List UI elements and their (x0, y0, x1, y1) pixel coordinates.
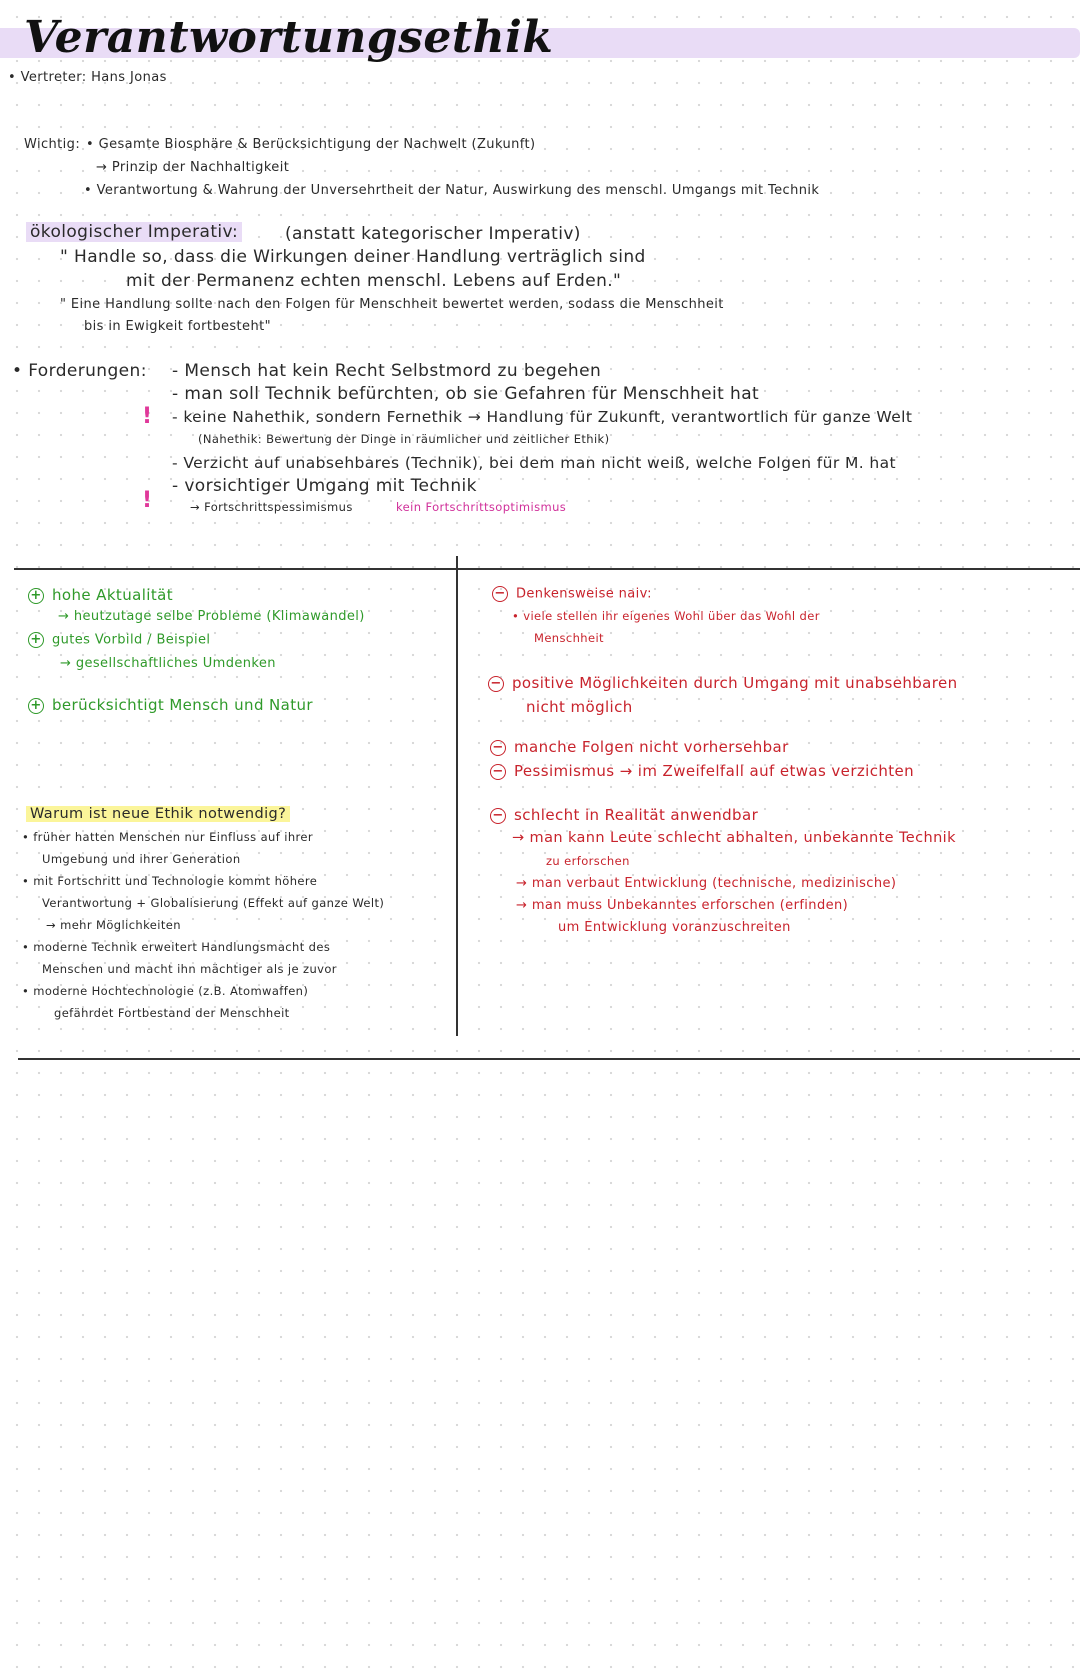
pro-item: + berücksichtigt Mensch und Natur (28, 696, 313, 714)
warum-line: → mehr Möglichkeiten (46, 918, 181, 932)
warum-line: • moderne Hochtechnologie (z.B. Atomwaffen) (22, 984, 309, 998)
exclamation-icon: ! (142, 404, 153, 429)
contra-item: − Pessimismus → im Zweifelfall auf etwas verzichten (490, 762, 914, 780)
contra-line: → man kann Leute schlecht abhalten, unbekannte Technik (512, 830, 956, 846)
forderung-item: - vorsichtiger Umgang mit Technik (172, 476, 477, 496)
forderung-item: → Fortschrittspessimismus (190, 500, 353, 514)
minus-icon: − (492, 586, 508, 602)
pro-item-sub: → gesellschaftliches Umdenken (60, 656, 276, 671)
warum-line: Umgebung und ihrer Generation (42, 852, 241, 866)
minus-icon: − (490, 808, 506, 824)
forderung-item: - Verzicht auf unabsehbares (Technik), bei dem man nicht weiß, welche Folgen für M. hat (172, 454, 897, 472)
forderung-item: - man soll Technik befürchten, ob sie Gefahren für Menschheit hat (172, 384, 760, 404)
forderung-item: - keine Nahethik, sondern Fernethik → Handlung für Zukunft, verantwortlich für ganze Welt (172, 408, 913, 426)
contra-item: − positive Möglichkeiten durch Umgang mit unabsehbaren (488, 674, 958, 692)
warum-line: Menschen und macht ihn mächtiger als je zuvor (42, 962, 337, 976)
divider-vertical (456, 556, 458, 1036)
contra-line: um Entwicklung voranzuschreiten (558, 920, 791, 935)
plus-icon: + (28, 632, 44, 648)
warum-heading: Warum ist neue Ethik notwendig? (26, 806, 290, 822)
quote-1-line-2: mit der Permanenz echten menschl. Lebens auf Erden." (126, 271, 622, 291)
warum-line: Verantwortung + Globalisierung (Effekt auf ganze Welt) (42, 896, 385, 910)
wichtig-item-1-sub: → Prinzip der Nachhaltigkeit (96, 160, 290, 175)
wichtig-item-2: • Verantwortung & Wahrung der Unversehrtheit der Natur, Auswirkung des menschl. Umgangs mit Technik (84, 183, 820, 198)
forderung-item: - Mensch hat kein Recht Selbstmord zu begehen (172, 361, 602, 381)
quote-1-line-1: " Handle so, dass die Wirkungen deiner Handlung verträglich sind (60, 247, 646, 267)
divider-horizontal (18, 1058, 1080, 1060)
contra-item: − schlecht in Realität anwendbar (490, 806, 758, 824)
warum-line: • mit Fortschritt und Technologie kommt höhere (22, 874, 318, 888)
contra-line: Menschheit (534, 631, 604, 645)
quote-2-line-2: bis in Ewigkeit fortbesteht" (84, 319, 271, 334)
pro-item: + hohe Aktualität (28, 586, 173, 604)
contra-line: nicht möglich (526, 698, 633, 716)
minus-icon: − (490, 740, 506, 756)
pro-item: + gutes Vorbild / Beispiel (28, 632, 210, 648)
warum-line: • moderne Technik erweitert Handlungsmacht des (22, 940, 331, 954)
warum-line: • früher hatten Menschen nur Einfluss auf ihrer (22, 830, 314, 844)
contra-item: − manche Folgen nicht vorhersehbar (490, 738, 789, 756)
wichtig-label: Wichtig: (24, 137, 81, 152)
plus-icon: + (28, 698, 44, 714)
pro-item-sub: → heutzutage selbe Probleme (Klimawandel) (58, 609, 365, 624)
quote-2-line-1: " Eine Handlung sollte nach den Folgen für Menschheit bewertet werden, sodass die Menschheit (60, 297, 724, 312)
plus-icon: + (28, 588, 44, 604)
forderungen-label: • Forderungen: (12, 361, 147, 381)
warum-line: gefährdet Fortbestand der Menschheit (54, 1006, 290, 1020)
kein-optimismus: kein Fortschrittsoptimismus (396, 500, 567, 514)
contra-line: • viele stellen ihr eigenes Wohl über das Wohl der (512, 609, 820, 623)
forderung-note: (Nahethik: Bewertung der Dinge in räumlicher und zeitlicher Ethik) (198, 432, 610, 446)
exclamation-icon: ! (142, 488, 153, 513)
vertreter-line: • Vertreter: Hans Jonas (8, 70, 167, 85)
wichtig-item-1: • Gesamte Biosphäre & Berücksichtigung der Nachwelt (Zukunft) (86, 137, 536, 152)
imperativ-note: (anstatt kategorischer Imperativ) (285, 224, 581, 244)
page-title: Verantwortungsethik (24, 12, 554, 63)
divider-horizontal (14, 568, 1080, 570)
imperativ-label: ökologischer Imperativ: (26, 222, 242, 242)
minus-icon: − (490, 764, 506, 780)
contra-line: → man verbaut Entwicklung (technische, medizinische) (516, 876, 897, 891)
minus-icon: − (488, 676, 504, 692)
contra-line: zu erforschen (546, 854, 630, 868)
contra-line: → man muss Unbekanntes erforschen (erfinden) (516, 898, 849, 913)
contra-item: − Denkensweise naiv: (492, 586, 652, 602)
